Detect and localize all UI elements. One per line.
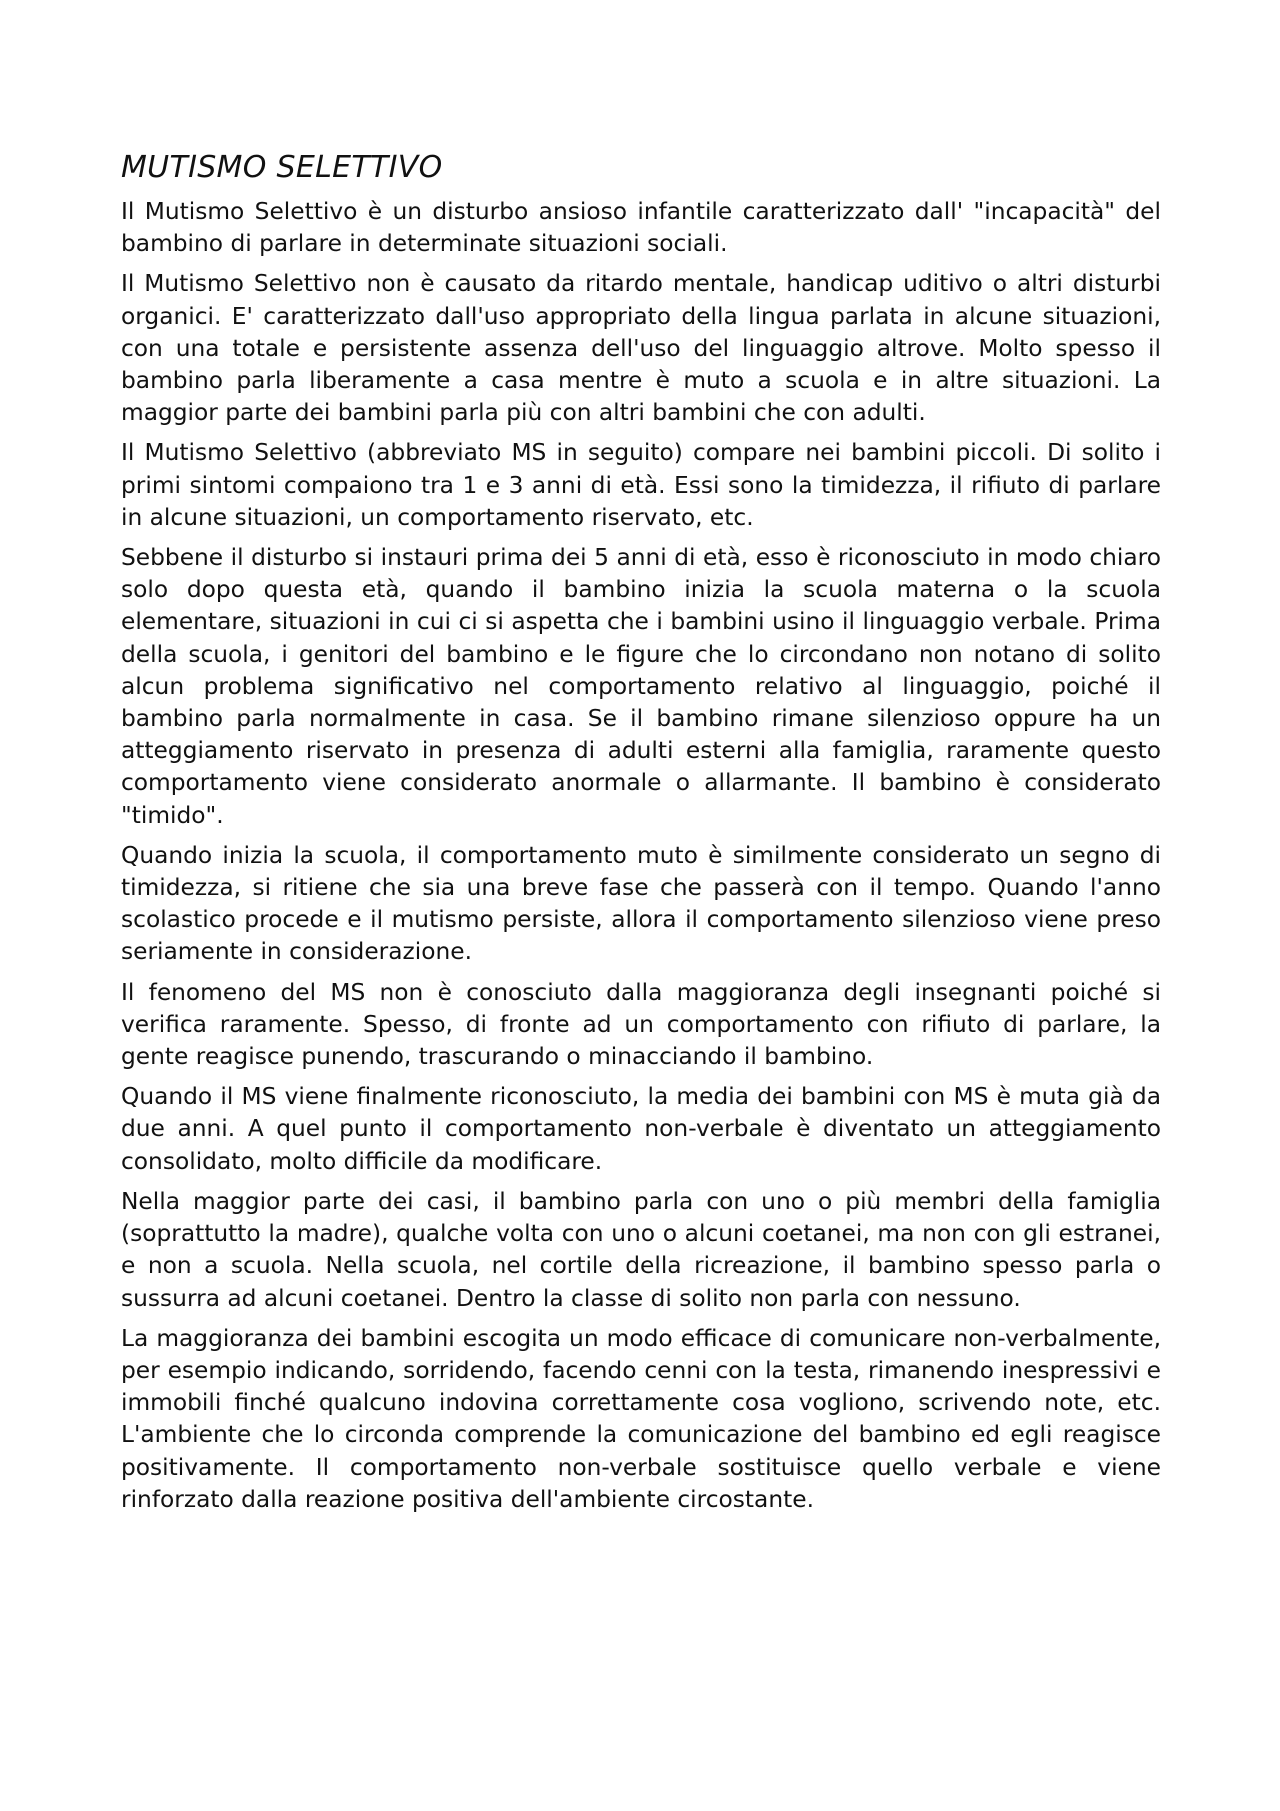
document-title: MUTISMO SELETTIVO [121,150,443,185]
paragraph: Il fenomeno del MS non è conosciuto dalla maggioranza degli insegnanti poiché si verifica raramente. Spesso, di fronte ad un comportamento con rifiuto di parlare, la gente reagisce punendo, trascurando o minacciando il bambino. [121,978,1161,1071]
paragraph: Quando inizia la scuola, il comportamento muto è similmente considerato un segno di timidezza, si ritiene che sia una breve fase che passerà con il tempo. Quando l'anno scolastico procede e il mutismo persiste, allora il comportamento silenzioso viene preso seriamente in considerazione. [121,841,1161,966]
paragraph: Il Mutismo Selettivo non è causato da ritardo mentale, handicap uditivo o altri disturbi organici. E' caratterizzato dall'uso appropriato della lingua parlata in alcune situazioni, con una totale e persistente assenza dell'uso del linguaggio altrove. Molto spesso il bambino parla liberamente a casa mentre è muto a scuola e in altre situazioni. La maggior parte dei bambini parla più con altri bambini che con adulti. [121,270,1161,427]
paragraph: Sebbene il disturbo si instauri prima dei 5 anni di età, esso è riconosciuto in modo chiaro solo dopo questa età, quando il bambino inizia la scuola materna o la scuola elementare, situazioni in cui ci si aspetta che i bambini usino il linguaggio verbale. Prima della scuola, i genitori del bambino e le figure che lo circondano non notano di solito alcun problema significativo nel comportamento relativo al linguaggio, poiché il bambino parla normalmente in casa. Se il bambino rimane silenzioso oppure ha un atteggiamento riservato in presenza di adulti esterni alla famiglia, raramente questo comportamento viene considerato anormale o allarmante. Il bambino è considerato "timido". [121,544,1161,829]
paragraph: Quando il MS viene finalmente riconosciuto, la media dei bambini con MS è muta già da due anni. A quel punto il comportamento non-verbale è diventato un atteggiamento consolidato, molto difficile da modificare. [121,1083,1161,1175]
paragraph: Il Mutismo Selettivo (abbreviato MS in seguito) compare nei bambini piccoli. Di solito i primi sintomi compaiono tra 1 e 3 anni di età. Essi sono la timidezza, il rifiuto di parlare in alcune situazioni, un comportamento riservato, etc. [121,439,1161,531]
paragraph: Nella maggior parte dei casi, il bambino parla con uno o più membri della famiglia (soprattutto la madre), qualche volta con uno o alcuni coetanei, ma non con gli estranei, e non a scuola. Nella scuola, nel cortile della ricreazione, il bambino spesso parla o sussurra ad alcuni coetanei. Dentro la classe di solito non parla con nessuno. [121,1187,1161,1312]
paragraph: Il Mutismo Selettivo è un disturbo ansioso infantile caratterizzato dall' "incapacità" del bambino di parlare in determinate situazioni sociali. [121,198,1161,258]
document-page [121,150,1161,1524]
paragraph: La maggioranza dei bambini escogita un modo efficace di comunicare non-verbalmente, per esempio indicando, sorridendo, facendo cenni con la testa, rimanendo inespressivi e immobili finché qualcuno indovina correttamente cosa vogliono, scrivendo note, etc. L'ambiente che lo circonda comprende la comunicazione del bambino ed egli reagisce positivamente. Il comportamento non-verbale sostituisce quello verbale e viene rinforzato dalla reazione positiva dell'ambiente circostante. [121,1324,1161,1513]
